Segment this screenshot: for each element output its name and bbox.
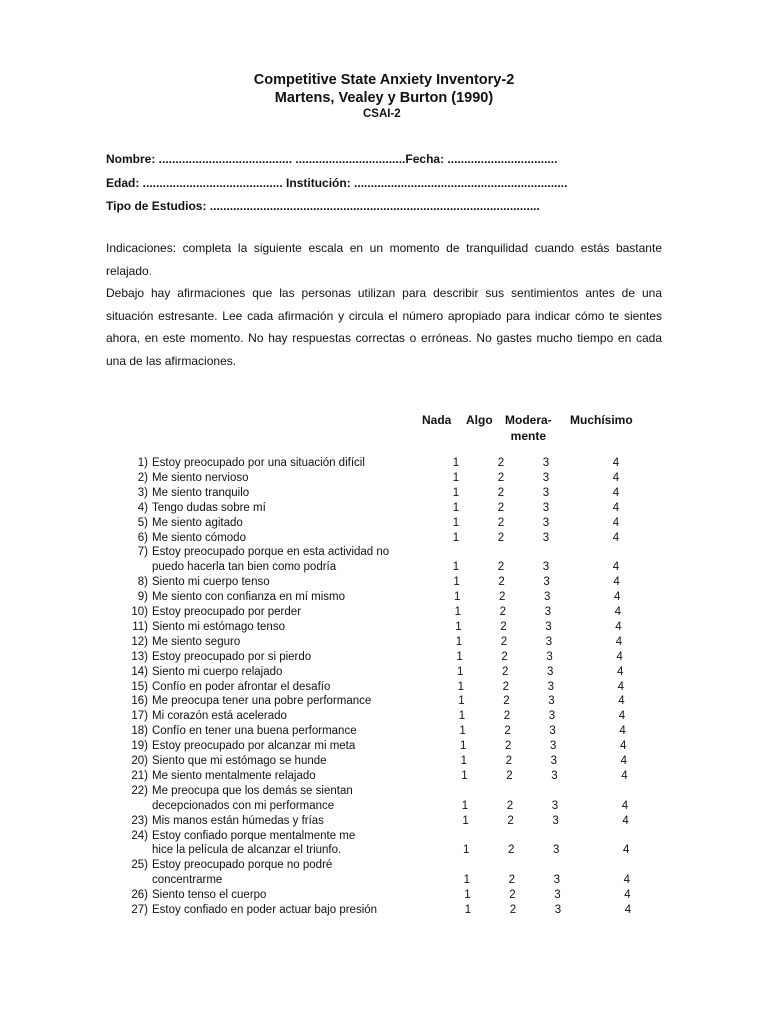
item-scale-option-3[interactable]: 3 xyxy=(549,740,557,753)
item-scale-option-4[interactable]: 4 xyxy=(618,695,625,708)
item-scale-option-1[interactable]: 1 xyxy=(458,695,465,708)
item-scale-option-1[interactable]: 1 xyxy=(455,620,462,633)
item-statement: Estoy confiado porque mentalmente me xyxy=(152,829,356,842)
item-scale-option-3[interactable]: 3 xyxy=(542,531,550,544)
scale-header-nada: Nada xyxy=(422,413,452,427)
item-statement: Confío en tener una buena performance xyxy=(152,725,357,738)
item-scale-option-1[interactable]: 1 xyxy=(452,471,460,484)
item-scale-option-3[interactable]: 3 xyxy=(542,457,550,469)
item-number: 17) xyxy=(131,710,148,723)
item-scale-option-4[interactable]: 4 xyxy=(612,471,620,484)
item-scale-option-3[interactable]: 3 xyxy=(552,844,560,857)
item-number: 25) xyxy=(131,859,148,872)
item-scale-option-3[interactable]: 3 xyxy=(552,814,559,827)
item-scale-option-2[interactable]: 2 xyxy=(509,904,517,916)
item-statement: Siento que mi estómago se hunde xyxy=(152,755,327,767)
item-statement: Mis manos están húmedas y frías xyxy=(152,814,324,827)
item-number: 12) xyxy=(131,635,148,648)
item-scale-option-3[interactable]: 3 xyxy=(550,755,557,767)
item-scale-option-3[interactable]: 3 xyxy=(551,769,558,782)
item-number: 3) xyxy=(137,486,148,499)
item-scale-option-1[interactable]: 1 xyxy=(453,591,461,604)
item-scale-option-4[interactable]: 4 xyxy=(619,740,627,753)
scale-header-moderamente xyxy=(505,412,552,444)
item-scale-option-4[interactable]: 4 xyxy=(621,799,629,812)
item-scale-option-3[interactable]: 3 xyxy=(548,695,555,708)
item-scale-option-2[interactable]: 2 xyxy=(497,457,505,469)
item-scale-option-4[interactable]: 4 xyxy=(620,755,627,767)
item-scale-option-4[interactable]: 4 xyxy=(622,844,630,857)
item-scale-option-1[interactable]: 1 xyxy=(461,769,468,782)
item-scale-option-2[interactable]: 2 xyxy=(504,740,512,753)
item-number: 19) xyxy=(131,740,148,753)
item-number: 11) xyxy=(132,620,148,633)
item-scale-option-1[interactable]: 1 xyxy=(455,635,463,648)
item-scale-option-4[interactable]: 4 xyxy=(615,620,622,633)
item-scale-option-2[interactable]: 2 xyxy=(498,591,506,604)
item-statement: concentrarme xyxy=(152,874,223,887)
item-statement: puedo hacerla tan bien como podría xyxy=(152,561,337,574)
item-scale-option-4[interactable]: 4 xyxy=(619,725,626,738)
item-scale-option-1[interactable]: 1 xyxy=(452,457,460,469)
item-scale-option-4[interactable]: 4 xyxy=(618,710,626,723)
item-statement: Estoy preocupado por perder xyxy=(152,606,301,618)
nombre-fecha-field: Nombre: ........................................ .................................Fecha: ................................. xyxy=(106,152,558,166)
item-scale-option-2[interactable]: 2 xyxy=(506,769,513,782)
document-code: CSAI-2 xyxy=(363,108,401,120)
item-number: 10) xyxy=(131,606,148,618)
item-number: 9) xyxy=(137,591,148,604)
item-statement: Estoy preocupado por alcanzar mi meta xyxy=(152,740,356,753)
item-scale-option-2[interactable]: 2 xyxy=(503,710,511,723)
item-scale-option-1[interactable]: 1 xyxy=(452,501,460,514)
item-scale-option-3[interactable]: 3 xyxy=(543,576,550,589)
item-scale-option-3[interactable]: 3 xyxy=(542,516,550,529)
item-scale-option-3[interactable]: 3 xyxy=(542,501,550,514)
item-scale-option-4[interactable]: 4 xyxy=(613,576,620,589)
item-scale-option-3[interactable]: 3 xyxy=(546,650,553,663)
item-scale-option-3[interactable]: 3 xyxy=(553,874,560,887)
item-statement: Me siento nervioso xyxy=(152,471,249,484)
item-scale-option-2[interactable]: 2 xyxy=(499,606,506,618)
item-scale-option-2[interactable]: 2 xyxy=(502,680,509,693)
item-statement: Estoy preocupado porque en esta actividad no xyxy=(152,546,390,559)
item-scale-option-2[interactable]: 2 xyxy=(501,665,509,678)
item-scale-option-3[interactable]: 3 xyxy=(542,471,550,484)
item-number: 7) xyxy=(137,546,148,559)
item-statement: hice la película de alcanzar el triunfo. xyxy=(152,844,342,857)
item-scale-option-1[interactable]: 1 xyxy=(459,740,467,753)
item-scale-option-1[interactable]: 1 xyxy=(456,665,464,678)
item-scale-option-1[interactable]: 1 xyxy=(453,576,460,589)
item-scale-option-2[interactable]: 2 xyxy=(505,755,512,767)
item-scale-option-3[interactable]: 3 xyxy=(546,665,554,678)
item-scale-option-2[interactable]: 2 xyxy=(504,725,511,738)
item-scale-option-3[interactable]: 3 xyxy=(542,486,550,499)
item-scale-option-4[interactable]: 4 xyxy=(624,904,632,916)
item-scale-option-1[interactable]: 1 xyxy=(452,531,460,544)
item-scale-option-1[interactable]: 1 xyxy=(452,561,460,574)
item-scale-option-3[interactable]: 3 xyxy=(542,561,550,574)
edad-institucion-field: Edad: .......................................... Institución: ................................................................ xyxy=(106,176,568,190)
item-scale-option-1[interactable]: 1 xyxy=(452,516,460,529)
item-scale-option-1[interactable]: 1 xyxy=(454,606,461,618)
item-number: 22) xyxy=(131,784,148,797)
item-scale-option-4[interactable]: 4 xyxy=(612,516,620,529)
item-scale-option-1[interactable]: 1 xyxy=(464,889,471,902)
item-scale-option-4[interactable]: 4 xyxy=(616,665,624,678)
item-scale-option-4[interactable]: 4 xyxy=(613,591,621,604)
item-scale-option-2[interactable]: 2 xyxy=(497,471,505,484)
item-scale-option-4[interactable]: 4 xyxy=(622,814,629,827)
item-number: 14) xyxy=(131,665,148,678)
item-statement: Me siento agitado xyxy=(152,516,243,529)
instructions-end-mark: . xyxy=(148,263,153,278)
item-statement: decepcionados con mi performance xyxy=(152,799,335,812)
item-number: 18) xyxy=(131,725,148,738)
item-statement: Tengo dudas sobre mí xyxy=(152,501,266,514)
item-scale-option-2[interactable]: 2 xyxy=(500,620,507,633)
item-scale-option-4[interactable]: 4 xyxy=(612,531,620,544)
item-statement: Me siento mentalmente relajado xyxy=(152,769,316,782)
item-statement: Me siento seguro xyxy=(152,635,241,648)
item-number: 20) xyxy=(131,755,148,767)
item-scale-option-4[interactable]: 4 xyxy=(612,457,620,469)
item-number: 8) xyxy=(137,576,148,589)
item-statement: Siento mi estómago tenso xyxy=(152,620,285,633)
item-scale-option-2[interactable]: 2 xyxy=(497,561,505,574)
item-scale-option-3[interactable]: 3 xyxy=(545,620,552,633)
item-scale-option-4[interactable]: 4 xyxy=(617,680,624,693)
tipo-estudios-field: Tipo de Estudios: ................................................................................................... xyxy=(106,199,540,213)
item-statement: Estoy preocupado porque no podré xyxy=(152,859,333,872)
item-scale-option-3[interactable]: 3 xyxy=(549,725,556,738)
item-number: 13) xyxy=(131,650,148,663)
item-number: 16) xyxy=(131,695,148,708)
scale-header-moderamente-line-2: mente xyxy=(510,429,546,443)
instructions-paragraph-1 xyxy=(106,237,662,282)
item-scale-option-4[interactable]: 4 xyxy=(616,650,623,663)
item-scale-option-1[interactable]: 1 xyxy=(457,680,464,693)
item-scale-option-1[interactable]: 1 xyxy=(458,710,466,723)
item-scale-option-3[interactable]: 3 xyxy=(554,889,561,902)
item-scale-option-1[interactable]: 1 xyxy=(452,486,460,499)
item-statement: Me siento cómodo xyxy=(152,531,246,544)
item-number: 24) xyxy=(131,829,148,842)
item-scale-option-3[interactable]: 3 xyxy=(547,680,554,693)
item-number: 26) xyxy=(131,889,148,902)
item-statement: Confío en poder afrontar el desafío xyxy=(152,680,331,693)
item-scale-option-3[interactable]: 3 xyxy=(543,591,551,604)
item-number: 4) xyxy=(137,501,148,514)
item-statement: Me siento tranquilo xyxy=(152,486,250,499)
item-statement: Estoy preocupado por una situación difícil xyxy=(152,457,365,469)
item-scale-option-3[interactable]: 3 xyxy=(545,635,553,648)
item-number: 21) xyxy=(131,769,148,782)
item-scale-option-2[interactable]: 2 xyxy=(497,516,505,529)
item-scale-option-4[interactable]: 4 xyxy=(623,874,630,887)
item-number: 6) xyxy=(137,531,148,544)
item-number: 15) xyxy=(131,680,148,693)
item-scale-option-2[interactable]: 2 xyxy=(507,814,514,827)
item-scale-option-1[interactable]: 1 xyxy=(461,799,469,812)
item-scale-option-4[interactable]: 4 xyxy=(615,635,623,648)
item-scale-option-3[interactable]: 3 xyxy=(544,606,551,618)
item-scale-option-4[interactable]: 4 xyxy=(612,486,620,499)
item-scale-option-3[interactable]: 3 xyxy=(548,710,556,723)
item-scale-option-4[interactable]: 4 xyxy=(612,561,620,574)
item-statement: Siento mi cuerpo relajado xyxy=(152,665,283,678)
item-statement: Estoy preocupado por si pierdo xyxy=(152,650,312,663)
item-statement: Siento tenso el cuerpo xyxy=(152,889,267,902)
item-scale-option-2[interactable]: 2 xyxy=(507,844,515,857)
item-statement: Siento mi cuerpo tenso xyxy=(152,576,270,589)
item-number: 2) xyxy=(137,471,148,484)
item-scale-option-1[interactable]: 1 xyxy=(460,755,467,767)
item-scale-option-4[interactable]: 4 xyxy=(614,606,621,618)
scale-header-moderamente-line-1: Modera- xyxy=(505,413,552,427)
item-scale-option-2[interactable]: 2 xyxy=(497,501,505,514)
item-scale-option-3[interactable]: 3 xyxy=(551,799,559,812)
item-scale-option-4[interactable]: 4 xyxy=(624,889,631,902)
document-title: Competitive State Anxiety Inventory-2 xyxy=(253,72,515,88)
item-scale-option-1[interactable]: 1 xyxy=(462,814,469,827)
item-scale-option-2[interactable]: 2 xyxy=(503,695,510,708)
item-statement: Me preocupa tener una pobre performance xyxy=(152,695,372,708)
item-number: 23) xyxy=(131,814,148,827)
item-scale-option-2[interactable]: 2 xyxy=(498,576,505,589)
item-scale-option-2[interactable]: 2 xyxy=(497,531,505,544)
instructions-text: Indicaciones: completa la siguiente escala en un momento de tranquilidad cuando estás bastante relajado xyxy=(106,241,662,278)
item-statement: Me siento con confianza en mí mismo xyxy=(152,591,346,604)
item-scale-option-2[interactable]: 2 xyxy=(497,486,505,499)
item-scale-option-4[interactable]: 4 xyxy=(612,501,620,514)
item-scale-option-2[interactable]: 2 xyxy=(506,799,514,812)
item-statement: Mi corazón está acelerado xyxy=(152,710,287,723)
item-scale-option-2[interactable]: 2 xyxy=(508,874,515,887)
item-statement: Me preocupa que los demás se sientan xyxy=(152,784,353,797)
item-scale-option-2[interactable]: 2 xyxy=(501,650,508,663)
item-scale-option-1[interactable]: 1 xyxy=(463,874,470,887)
item-scale-option-1[interactable]: 1 xyxy=(456,650,463,663)
item-scale-option-2[interactable]: 2 xyxy=(500,635,508,648)
item-number: 27) xyxy=(131,904,148,916)
item-scale-option-1[interactable]: 1 xyxy=(462,844,470,857)
item-scale-option-3[interactable]: 3 xyxy=(554,904,562,916)
instructions-paragraph-2: Debajo hay afirmaciones que las personas utilizan para describir sus sentimientos antes de una situación estresante. Lee cada afirmación y circula el número apropiado para indicar cómo te sientes ahora, en este momento. No hay respuestas correctas o erróneas. No gastes mucho tiempo en cada una de las afirmaciones. xyxy=(106,286,662,368)
item-scale-option-1[interactable]: 1 xyxy=(464,904,472,916)
item-scale-option-2[interactable]: 2 xyxy=(509,889,516,902)
item-number: 5) xyxy=(137,516,148,529)
scale-header-muchisimo: Muchísimo xyxy=(570,413,633,427)
item-number: 1) xyxy=(137,457,148,469)
item-scale-option-4[interactable]: 4 xyxy=(621,769,628,782)
scale-header-algo: Algo xyxy=(466,413,493,427)
item-scale-option-1[interactable]: 1 xyxy=(459,725,466,738)
document-authors: Martens, Vealey y Burton (1990) xyxy=(274,90,494,106)
item-statement: Estoy confiado en poder actuar bajo presión xyxy=(152,904,378,916)
